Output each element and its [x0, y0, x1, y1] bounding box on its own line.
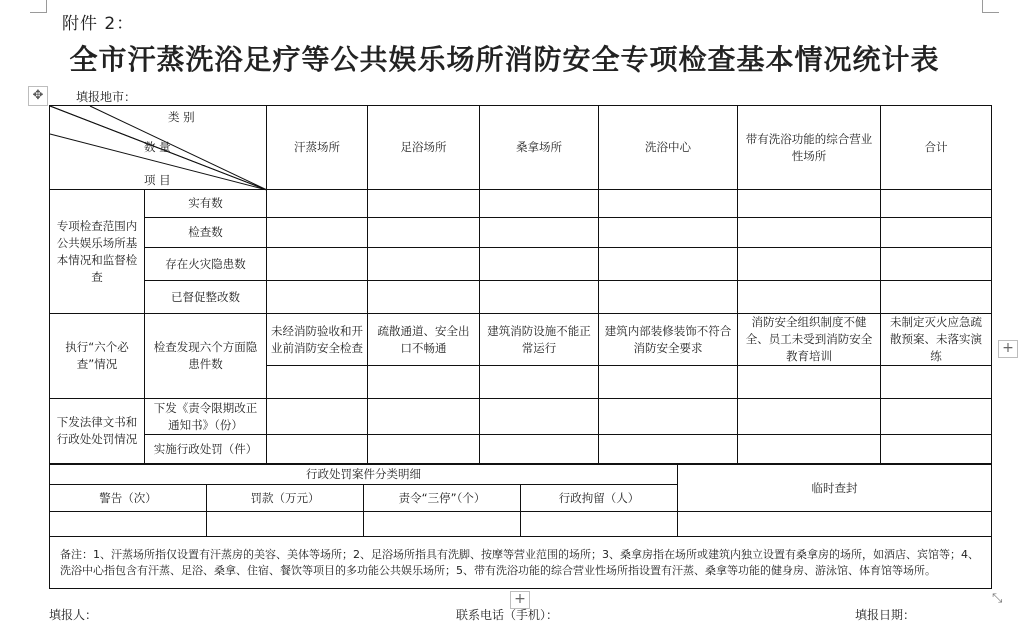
data-cell[interactable] [881, 248, 992, 281]
penalty-table [49, 464, 992, 589]
hazard-item: 建筑消防设施不能正常运行 [480, 314, 599, 366]
data-cell[interactable] [267, 399, 368, 435]
column-header: 带有洗浴功能的综合营业性场所 [738, 106, 881, 190]
data-cell[interactable] [480, 248, 599, 281]
column-header: 洗浴中心 [599, 106, 738, 190]
data-cell[interactable] [368, 399, 480, 435]
phone-label: 联系电话（手机）： [456, 608, 559, 622]
diagonal-quantity-label: 数 量 [144, 140, 171, 154]
table-move-handle-icon[interactable]: ✥ [28, 86, 48, 106]
data-cell[interactable] [599, 190, 738, 218]
data-cell[interactable] [267, 435, 368, 464]
row-label: 检查发现六个方面隐患件数 [145, 314, 267, 399]
data-cell[interactable] [480, 281, 599, 314]
penalty-header: 行政处罚案件分类明细 [50, 465, 678, 485]
data-cell[interactable] [50, 512, 207, 537]
filler-label: 填报人： [49, 608, 98, 622]
section-label: 下发法律文书和行政处处罚情况 [50, 399, 145, 464]
row-label: 下发《责令限期改正通知书》（份） [145, 399, 267, 435]
data-cell[interactable] [599, 399, 738, 435]
data-cell[interactable] [267, 248, 368, 281]
temporary-seal-header: 临时查封 [678, 465, 992, 512]
penalty-column: 罚款（万元） [207, 485, 364, 512]
data-cell[interactable] [738, 218, 881, 248]
data-cell[interactable] [368, 190, 480, 218]
data-cell[interactable] [599, 435, 738, 464]
region-label: 填报地市： [76, 90, 137, 104]
data-cell[interactable] [368, 218, 480, 248]
hazard-item: 疏散通道、安全出口不畅通 [368, 314, 480, 366]
data-cell[interactable] [678, 512, 992, 537]
section-label: 专项检查范围内公共娱乐场所基本情况和监督检查 [50, 190, 145, 314]
row-label: 实有数 [145, 190, 267, 218]
hazard-item: 未制定灭火应急疏散预案、未落实演练 [881, 314, 992, 366]
data-cell[interactable] [368, 248, 480, 281]
data-cell[interactable] [881, 281, 992, 314]
data-cell[interactable] [738, 366, 881, 399]
data-cell[interactable] [738, 399, 881, 435]
data-cell[interactable] [368, 366, 480, 399]
data-cell[interactable] [480, 399, 599, 435]
hazard-item: 消防安全组织制度不健全、员工未受到消防安全教育培训 [738, 314, 881, 366]
data-cell[interactable] [881, 218, 992, 248]
page-corner-mark [30, 0, 47, 13]
data-cell[interactable] [881, 399, 992, 435]
row-label: 检查数 [145, 218, 267, 248]
data-cell[interactable] [738, 281, 881, 314]
penalty-column: 责令“三停”（个） [364, 485, 521, 512]
statistics-table [49, 105, 992, 464]
column-header: 合计 [881, 106, 992, 190]
data-cell[interactable] [480, 218, 599, 248]
hazard-item: 未经消防验收和开业前消防安全检查 [267, 314, 368, 366]
penalty-column: 行政拘留（人） [521, 485, 678, 512]
data-cell[interactable] [738, 248, 881, 281]
data-cell[interactable] [599, 281, 738, 314]
data-cell[interactable] [267, 281, 368, 314]
data-cell[interactable] [368, 435, 480, 464]
attachment-label: 附件 2： [62, 14, 135, 34]
row-label: 已督促整改数 [145, 281, 267, 314]
column-header: 汗蒸场所 [267, 106, 368, 190]
row-label: 实施行政处罚（件） [145, 435, 267, 464]
data-cell[interactable] [521, 512, 678, 537]
diagonal-item-label: 项 目 [144, 173, 171, 187]
row-label: 存在火灾隐患数 [145, 248, 267, 281]
add-column-button[interactable]: + [998, 340, 1018, 358]
remarks-note: 备注：1、汗蒸场所指仅设置有汗蒸房的美容、美体等场所；2、足浴场所指具有洗脚、按摩等营业范围的场所；3、桑拿房指在场所或建筑内独立设置有桑拿房的场所，如酒店、宾馆等；4、洗浴中心指包含有汗蒸、足浴、桑拿、住宿、餐饮等项目的多功能公共娱乐场所；5、带有洗浴功能的综合营业性场所指设置有汗蒸、桑拿等功能的健身房、游泳馆、体育馆等场所。 [50, 537, 992, 589]
diagonal-category-label: 类 别 [168, 110, 195, 124]
table-resize-handle-icon[interactable]: ⤡ [992, 591, 1003, 606]
data-cell[interactable] [738, 190, 881, 218]
data-cell[interactable] [364, 512, 521, 537]
data-cell[interactable] [480, 435, 599, 464]
section-label: 执行“六个必查”情况 [50, 314, 145, 399]
hazard-item: 建筑内部装修装饰不符合消防安全要求 [599, 314, 738, 366]
penalty-column: 警告（次） [50, 485, 207, 512]
diagonal-header-cell [50, 106, 267, 190]
data-cell[interactable] [881, 435, 992, 464]
data-cell[interactable] [599, 366, 738, 399]
data-cell[interactable] [368, 281, 480, 314]
add-row-button[interactable]: + [510, 591, 530, 609]
page-title: 全市汗蒸洗浴足疗等公共娱乐场所消防安全专项检查基本情况统计表 [69, 43, 940, 76]
data-cell[interactable] [881, 366, 992, 399]
data-cell[interactable] [267, 366, 368, 399]
data-cell[interactable] [480, 190, 599, 218]
data-cell[interactable] [267, 190, 368, 218]
data-cell[interactable] [881, 190, 992, 218]
data-cell[interactable] [207, 512, 364, 537]
data-cell[interactable] [480, 366, 599, 399]
data-cell[interactable] [267, 218, 368, 248]
column-header: 足浴场所 [368, 106, 480, 190]
data-cell[interactable] [738, 435, 881, 464]
column-header: 桑拿场所 [480, 106, 599, 190]
date-label: 填报日期： [855, 608, 916, 622]
data-cell[interactable] [599, 248, 738, 281]
data-cell[interactable] [599, 218, 738, 248]
page-corner-mark [982, 0, 999, 13]
